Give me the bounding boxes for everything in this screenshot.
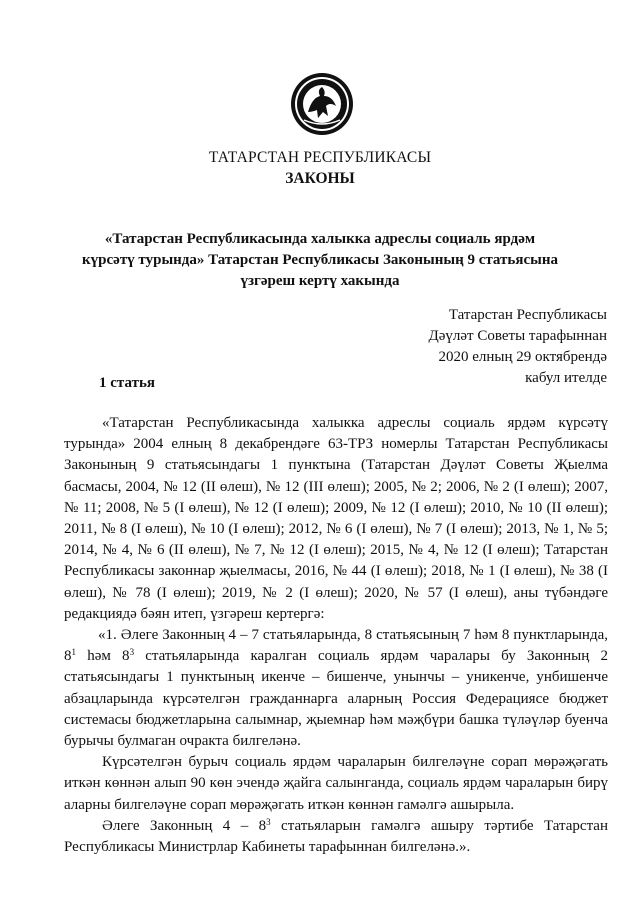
coat-of-arms-emblem <box>290 72 354 136</box>
law-title-line: «Татарстан Республикасында халыкка адреслы социаль ярдәм <box>104 231 536 247</box>
article-paragraph <box>64 625 608 752</box>
article-paragraph <box>64 816 608 858</box>
paragraph-text: Әлеге Законның 4 – 8 <box>102 817 267 834</box>
law-heading: ЗАКОНЫ <box>285 170 355 187</box>
article-paragraph: Күрсәтелгән бурыч социаль ярдәм чараларын билгеләүне сорап мөрәҗәгать иткән көннән алып 90 көн эчендә җайга салынганда, социаль ярдәм чараларын бирү аларны билгеләүне сорап мөрәҗәгать иткән көннән гамәлгә ашырыла. <box>64 754 608 813</box>
republic-heading: ТАТАРСТАН РЕСПУБЛИКАСЫ <box>208 149 432 166</box>
adoption-line: Дәүләт Советы тарафыннан <box>428 328 607 344</box>
superscript: 1 <box>71 647 76 658</box>
superscript: 3 <box>266 816 271 827</box>
paragraph-text: статьяларын гамәлгә ашыру тәртибе Татарстан Республикасы Министрлар Кабинеты тарафыннан билгеләнә.». <box>64 817 608 856</box>
article-heading: 1 статья <box>99 375 155 391</box>
law-title-line: күрсәтү турында» Татарстан Республикасы Законының 9 статьясына <box>82 252 558 268</box>
superscript: 3 <box>129 647 135 658</box>
paragraph-text: «1. Әлеге Законның 4 – 7 статьяларында, 8 статьясының 7 һәм 8 пунктларында, 8 <box>64 627 608 665</box>
law-title-line: үзгәреш кертү хакында <box>240 273 400 289</box>
paragraph-text: статьяларында каралган социаль ярдәм чаралары бу Законның 2 статьясындагы 1 пунктының икенче – бишенче, унынчы – уникенче, унбишенче абзацларында күрсәтелгән гражданнарга аларның Россия Федерациясе бюджет системасы бюджетларына салымнар, җыемнар һәм мәҗбүри башка түләүләр буенча бурычы булмаган очракта билгеләнә. <box>64 648 608 750</box>
adoption-line: Татарстан Республикасы <box>448 307 607 323</box>
paragraph-text: һәм 8 <box>76 648 130 665</box>
article-body <box>64 413 608 858</box>
adoption-line: 2020 елның 29 октябрендә <box>438 349 607 365</box>
adoption-line: кабул ителде <box>525 370 607 386</box>
law-title <box>80 229 560 292</box>
article-paragraph: «Татарстан Республикасында халыкка адреслы социаль ярдәм күрсәтү турында» 2004 елның 8 декабрендәге 63-ТРЗ номерлы Татарстан Республикасы Законының 9 статьясындагы 1 пунктына (Татарстан Дәүләт Советы Җыелма басмасы, 2004, № 12 (II өлеш), № 12 (III өлеш); 2005, № 2; 2006, № 2 (I өлеш); 2007, № 11; 2008, № 5 (I өлеш), № 12 (I өлеш); 2009, № 12 (I өлеш); 2010, № 10 (II өлеш); 2011, № 8 (I өлеш), № 10 (I өлеш); 2012, № 6 (I өлеш), № 7 (I өлеш); 2013, № 1, № 5; 2014, № 4, № 6 (II өлеш), № 7, № 12 (I өлеш); 2015, № 4, № 12 (I өлеш); Татарстан Республикасы законнар җыелмасы, 2016, № 44 (I өлеш); 2018, № 1 (I өлеш), № 38 (I өлеш), № 78 (I өлеш); 2019, № 2 (I өлеш); 2020, № 57 (I өлеш), аны түбәндәге редакциядә бәян итеп, үзгәреш кертергә: <box>64 415 608 622</box>
adoption-block <box>429 305 607 389</box>
